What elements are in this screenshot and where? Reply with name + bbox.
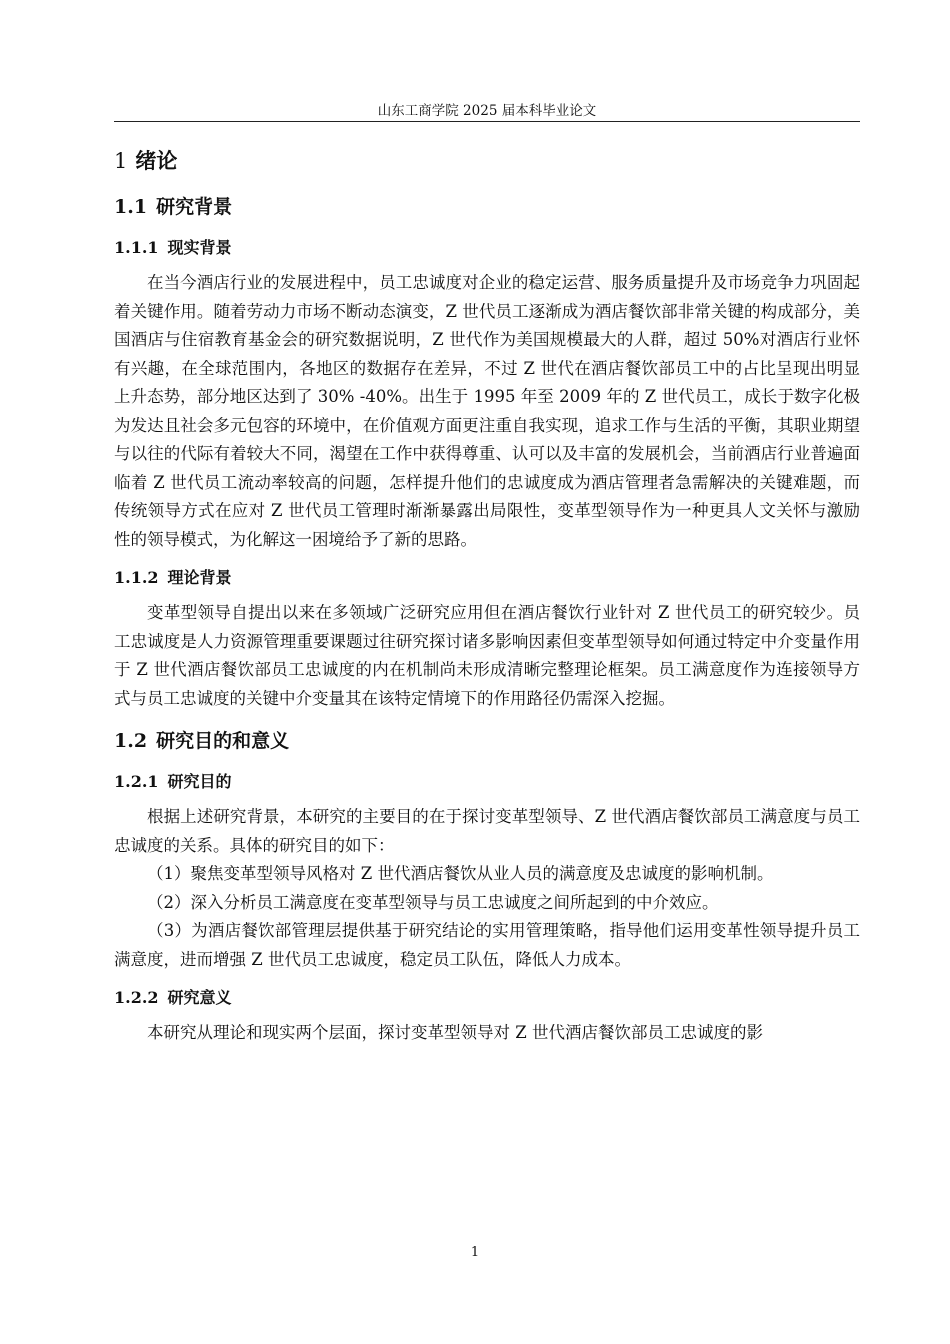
subsection-heading-1-1-1: [114, 233, 860, 263]
chapter-title: 绪论: [135, 148, 178, 173]
subsection-heading-1-2-1: [114, 767, 860, 797]
purpose-list: [114, 860, 860, 974]
section-title: 研究目的和意义: [156, 730, 290, 752]
list-item: （3）为酒店餐饮部管理层提供基于研究结论的实用管理策略，指导他们运用变革性领导提升员工满意度，进而增强 Z 世代员工忠诚度，稳定员工队伍，降低人力成本。: [114, 921, 860, 969]
section-number: 1.2: [114, 730, 148, 752]
subsection-title: 现实背景: [167, 238, 232, 257]
header-divider: [114, 121, 860, 122]
running-header: 山东工商学院 2025 届本科毕业论文: [377, 103, 597, 119]
paragraph-research-purpose: 根据上述研究背景，本研究的主要目的在于探讨变革型领导、Z 世代酒店餐饮部员工满意度与员工忠诚度的关系。具体的研究目的如下：: [114, 807, 860, 855]
chapter-number: 1: [114, 149, 128, 173]
paragraph-research-significance: 本研究从理论和现实两个层面，探讨变革型领导对 Z 世代酒店餐饮部员工忠诚度的影: [147, 1023, 763, 1042]
section-number: 1.1: [114, 196, 148, 218]
subsection-title: 理论背景: [167, 568, 232, 587]
page-number: 1: [470, 1245, 480, 1260]
list-item: （1）聚焦变革型领导风格对 Z 世代酒店餐饮从业人员的满意度及忠诚度的影响机制。: [147, 864, 774, 883]
subsection-title: 研究目的: [167, 772, 232, 791]
subsection-number: 1.2.2: [114, 988, 159, 1007]
subsection-number: 1.1.2: [114, 568, 159, 587]
subsection-heading-1-1-2: [114, 563, 860, 593]
section-heading-1-2: [114, 724, 860, 758]
chapter-heading: [114, 143, 860, 179]
section-title: 研究背景: [156, 196, 233, 218]
subsection-number: 1.1.1: [114, 238, 159, 257]
subsection-title: 研究意义: [167, 988, 232, 1007]
paragraph-reality-background: 在当今酒店行业的发展进程中，员工忠诚度对企业的稳定运营、服务质量提升及市场竞争力巩固起着关键作用。随着劳动力市场不断动态演变，Z 世代员工逐渐成为酒店餐饮部非常关键的构成部分，美国酒店与住宿教育基金会的研究数据说明，Z 世代作为美国规模最大的人群，超过 50%对酒店行业怀有兴趣，在全球范围内，各地区的数据存在差异，不过 Z 世代在酒店餐饮部员工中的占比呈现出明显上升态势，部分地区达到了 30% -40%。出生于 1995 年至 2009 年的 Z 世代员工，成长于数字化极为发达且社会多元包容的环境中，在价值观方面更注重自我实现，追求工作与生活的平衡，其职业期望与以往的代际有着较大不同，渴望在工作中获得尊重、认可以及丰富的发展机会，当前酒店行业普遍面临着 Z 世代员工流动率较高的问题，怎样提升他们的忠诚度成为酒店管理者急需解决的关键难题，而传统领导方式在应对 Z 世代员工管理时渐渐暴露出局限性，变革型领导作为一种更具人文关怀与激励性的领导模式，为化解这一困境给予了新的思路。: [114, 273, 860, 549]
subsection-number: 1.2.1: [114, 772, 159, 791]
paragraph-theory-background: 变革型领导自提出以来在多领域广泛研究应用但在酒店餐饮行业针对 Z 世代员工的研究较少。员工忠诚度是人力资源管理重要课题过往研究探讨诸多影响因素但变革型领导如何通过特定中介变量作用于 Z 世代酒店餐饮部员工忠诚度的内在机制尚未形成清晰完整理论框架。员工满意度作为连接领导方式与员工忠诚度的关键中介变量其在该特定情境下的作用路径仍需深入挖掘。: [114, 603, 860, 708]
section-heading-1-1: [114, 190, 860, 224]
page-content: [114, 140, 860, 1048]
list-item: （2）深入分析员工满意度在变革型领导与员工忠诚度之间所起到的中介效应。: [147, 892, 719, 912]
subsection-heading-1-2-2: [114, 983, 860, 1013]
